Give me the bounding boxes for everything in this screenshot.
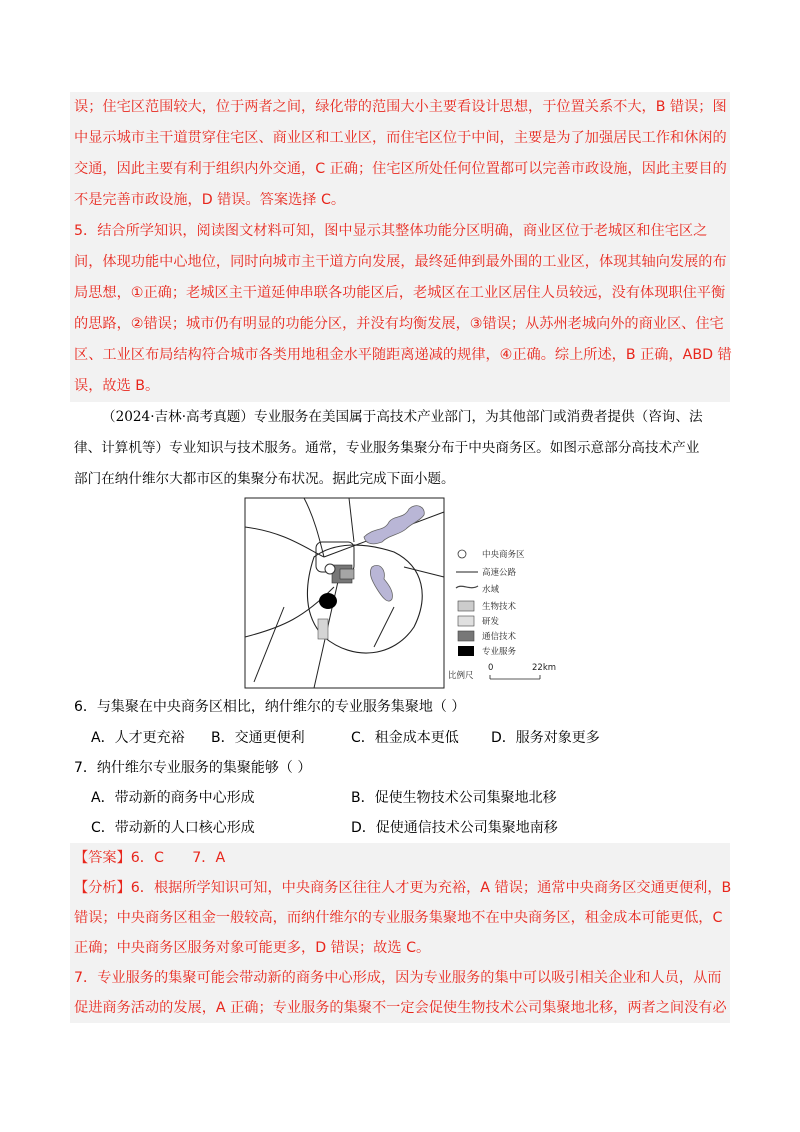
answer-line (74, 848, 225, 868)
q7-option-d[interactable]: D．促使通信技术公司集聚地南移 (351, 820, 558, 836)
analysis-line: 局思想，①正确；老城区主干道延伸串联各功能区后，老城区在工业区居住人员较远，没有体现职住平衡 (74, 285, 726, 301)
answer-tag: 【答案】 (74, 850, 131, 866)
legend-services-label: 专业服务 (482, 647, 517, 657)
q7-option-b[interactable]: B．促使生物技术公司集聚地北移 (351, 790, 557, 806)
legend-telecom-icon (458, 631, 474, 641)
analysis-line: 区、工业区布局结构符合城市各类用地租金水平随距离递减的规律，④正确。综上所述，B 正确，ABD 错 (74, 347, 732, 363)
analysis-line: 正确；中央商务区服务对象可能更多，D 错误；故选 C。 (74, 940, 431, 956)
analysis-text: 6．根据所学知识可知，中央商务区往往人才更为充裕，A 错误；通常中央商务区交通更便利，B (130, 880, 732, 896)
q6-option-d[interactable]: D．服务对象更多 (491, 730, 600, 746)
legend-cbd-label: 中央商务区 (482, 550, 525, 560)
answer-text: 6．C 7．A (130, 850, 226, 866)
scale-zero: 0 (488, 663, 494, 673)
intro-line: 部门在纳什维尔大都市区的集聚分布状况。据此完成下面小题。 (74, 471, 455, 487)
legend-rnd-label: 研发 (482, 617, 500, 627)
analysis-line: 错误；中央商务区租金一般较高，而纳什维尔的专业服务集聚地不在中央商务区，租金成本可能更低，C (74, 910, 723, 926)
q6-stem: 6．与集聚在中央商务区相比，纳什维尔的专业服务集聚地（ ） (74, 699, 466, 715)
q7-option-c[interactable]: C．带动新的人口核心形成 (91, 820, 255, 836)
nashville-map (244, 497, 556, 689)
analysis-line: 5．结合所学知识，阅读图文材料可知，图中显示其整体功能分区明确，商业区位于老城区和住宅区之 (74, 223, 708, 239)
analysis-line: 交通，因此主要有利于组织内外交通，C 正确；住宅区所处任何位置都可以完善市政设施，因此主要目的 (74, 161, 727, 177)
q6-option-c[interactable]: C．租金成本更低 (351, 730, 459, 746)
intro-line: （2024·吉林·高考真题）专业服务在美国属于高技术产业部门，为其他部门或消费者提供（咨询、法 (102, 409, 703, 425)
legend-water-icon (456, 586, 478, 588)
scale-max: 22km (532, 663, 556, 673)
scale-label: 比例尺 (448, 671, 474, 681)
analysis-line: 7．专业服务的集聚可能会带动新的商务中心形成，因为专业服务的集中可以吸引相关企业和人员，从而 (74, 970, 722, 986)
analysis-line: 误，故选 B。 (74, 378, 160, 394)
q6-option-b[interactable]: B．交通更便利 (211, 730, 305, 746)
legend-highway-label: 高速公路 (482, 568, 517, 578)
legend-telecom-label: 通信技术 (482, 632, 517, 642)
analysis-line: 的思路，②错误；城市仍有明显的功能分区，并没有均衡发展，③错误；从苏州老城向外的商业区、住宅 (74, 316, 724, 332)
analysis-line: 中显示城市主干道贯穿住宅区、商业区和工业区，而住宅区位于中间，主要是为了加强居民工作和休闲的 (74, 130, 727, 146)
legend-biotech-icon (458, 601, 474, 611)
analysis-line: 促进商务活动的发展，A 正确；专业服务的集聚不一定会促使生物技术公司集聚地北移，两者之间没有必 (74, 1000, 727, 1016)
legend-services-icon (458, 646, 474, 656)
analysis-line (74, 878, 731, 898)
q7-stem: 7．纳什维尔专业服务的集聚能够（ ） (74, 760, 312, 776)
legend-water-label: 水域 (482, 585, 500, 595)
analysis-line: 不是完善市政设施，D 错误。答案选择 C。 (74, 192, 346, 208)
analysis-line: 间，体现功能中心地位，同时向城市主干道方向发展，最终延伸到最外围的工业区，体现其轴向发展的布 (74, 254, 727, 270)
q7-option-a[interactable]: A．带动新的商务中心形成 (91, 790, 255, 806)
analysis-line: 误；住宅区范围较大，位于两者之间，绿化带的范围大小主要看设计思想，于位置关系不大，B 错误；图 (74, 99, 727, 115)
legend-rnd-icon (458, 616, 474, 626)
q6-option-a[interactable]: A．人才更充裕 (91, 730, 185, 746)
intro-line: 律、计算机等）专业知识与技术服务。通常，专业服务集聚分布于中央商务区。如图示意部分高技术产业 (74, 440, 700, 456)
analysis-tag: 【分析】 (74, 880, 131, 896)
legend-biotech-label: 生物技术 (482, 602, 517, 612)
legend-cbd-icon (458, 550, 466, 558)
analysis-highlight-bottom (70, 843, 730, 1023)
